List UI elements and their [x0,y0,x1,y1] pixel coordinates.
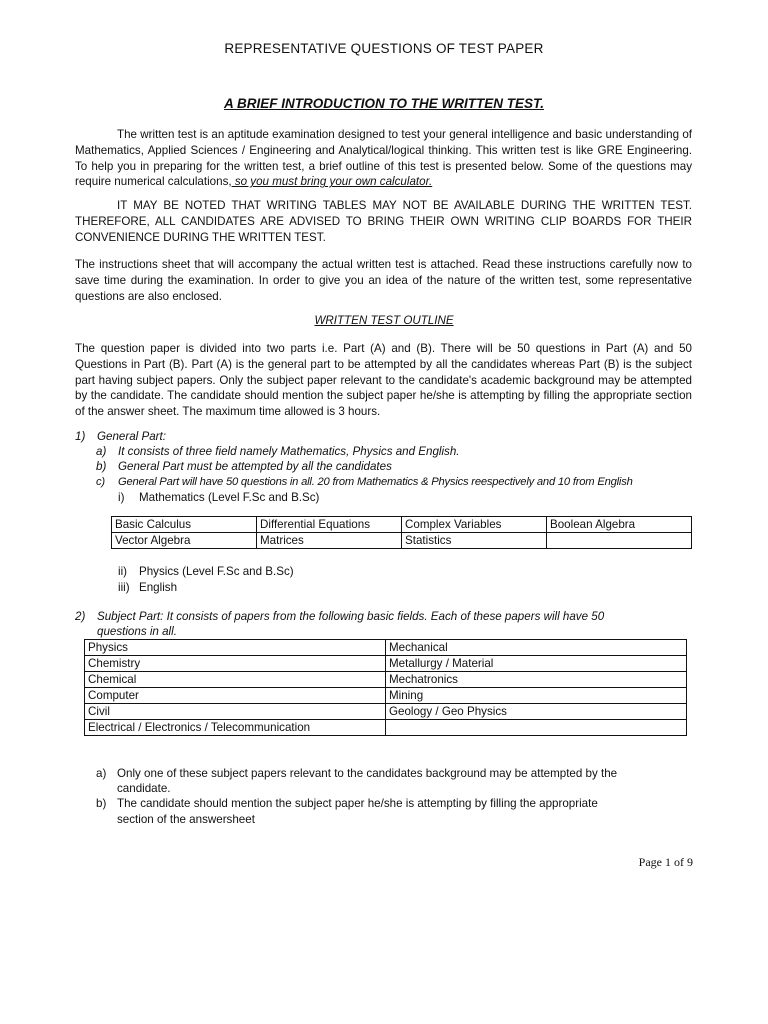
subject-note-b-continued: section of the answersheet [117,813,255,826]
subitem-english [118,580,177,596]
table-row [85,656,687,672]
intro-paragraph-1 [75,127,692,190]
list-item-text: It consists of three field namely Mathematics, Physics and English. [118,445,460,458]
general-part-item-a [96,444,460,460]
table-cell: Chemical [85,672,386,688]
table-cell: Electrical / Electronics / Telecommunication [85,720,386,736]
table-row [112,517,692,533]
table-cell: Mechatronics [386,672,687,688]
table-cell: Metallurgy / Material [386,656,687,672]
instructions-paragraph: The instructions sheet that will accompany the actual written test is attached. Read these instructions carefully now to save time during the examination. In order to give you an idea of the nature of the written test, some representative questions are also enclosed. [75,258,692,303]
table-row [85,672,687,688]
list-item-text: General Part must be attempted by all the candidates [118,460,392,473]
subject-papers-table [84,639,687,736]
list-marker: ii) [118,565,128,578]
mathematics-topics-table [111,516,692,549]
table-cell: Civil [85,704,386,720]
page-number: Page 1 of 9 [638,855,693,869]
subject-part-number: 2) [75,610,86,623]
list-item-text: The candidate should mention the subject paper he/she is attempting by filling the appropriate [117,797,598,810]
list-item-text: General Part will have 50 questions in all. 20 from Mathematics & Physics reespectively and 10 from English [118,476,633,488]
list-item-text: Mathematics (Level F.Sc and B.Sc) [139,491,320,504]
general-part-title: General Part: [97,430,166,443]
table-cell: Matrices [257,533,402,549]
table-cell [547,533,692,549]
list-marker: b) [96,797,107,810]
section-title: WRITTEN TEST OUTLINE [314,314,454,327]
subject-part-heading [75,609,604,625]
list-marker: a) [96,767,107,780]
table-cell: Chemistry [85,656,386,672]
table-cell: Basic Calculus [112,517,257,533]
subitem-mathematics [118,490,319,506]
general-part-item-c [96,475,633,491]
subject-note-a [96,766,617,782]
table-row [85,720,687,736]
intro-paragraph-1-text: The written test is an aptitude examination designed to test your general intelligence and basic understanding of Mathematics, Applied Sciences / Engineering and Analytical/logical thinking. This written test is like GRE Engineering. To help you in preparing for the written test, a brief outline of this test is presented below. Some of the questions may require numerical calculations, [75,128,692,189]
table-cell: Computer [85,688,386,704]
table-cell: Statistics [402,533,547,549]
calculator-notice: so you must bring your own calculator. [231,175,433,189]
outline-paragraph: The question paper is divided into two parts i.e. Part (A) and (B). There will be 50 questions in Part (A) and 50 Questions in Part (B). Part (A) is the general part to be attempted by all the candidates whereas Part (B) is the subject part having subject papers. Only the subject paper relevant to the candidate's academic background may be attempted by the candidate. The candidate should mention the subject paper he/she is attempting by filling the appropriate section of the answer sheet. The maximum time allowed is 3 hours. [75,342,692,419]
general-part-item-b [96,459,392,475]
table-cell: Geology / Geo Physics [386,704,687,720]
intro-title: A BRIEF INTRODUCTION TO THE WRITTEN TEST. [224,96,544,111]
table-cell: Boolean Algebra [547,517,692,533]
table-cell: Mechanical [386,640,687,656]
table-row [85,688,687,704]
list-marker: a) [96,445,107,458]
subject-note-b [96,796,598,812]
list-marker: i) [118,491,125,504]
subject-part-text-continued: questions in all. [97,625,177,638]
table-row [85,704,687,720]
subitem-physics [118,564,294,580]
table-cell: Complex Variables [402,517,547,533]
list-item-text: English [139,581,178,594]
table-cell: Mining [386,688,687,704]
list-marker: b) [96,460,107,473]
list-item-text: Only one of these subject papers relevant to the candidates background may be attempted by the [117,767,618,780]
writing-tables-notice: IT MAY BE NOTED THAT WRITING TABLES MAY NOT BE AVAILABLE DURING THE WRITTEN TEST. THEREFORE, ALL CANDIDATES ARE ADVISED TO BRING THEIR OWN WRITING CLIP BOARDS FOR THEIR CONVENIENCE DURING THE WRITTEN TEST. [75,199,692,244]
table-cell: Differential Equations [257,517,402,533]
subject-note-a-continued: candidate. [117,782,171,795]
list-marker: iii) [118,581,130,594]
general-part-number: 1) [75,430,86,443]
subject-part-text: Subject Part: It consists of papers from the following basic fields. Each of these papers will have 50 [97,610,605,623]
table-cell [386,720,687,736]
table-row [85,640,687,656]
list-marker: c) [96,476,105,488]
table-cell: Physics [85,640,386,656]
list-item-text: Physics (Level F.Sc and B.Sc) [139,565,294,578]
document-header: REPRESENTATIVE QUESTIONS OF TEST PAPER [224,41,544,56]
table-row [112,533,692,549]
table-cell: Vector Algebra [112,533,257,549]
general-part-heading [75,429,166,445]
